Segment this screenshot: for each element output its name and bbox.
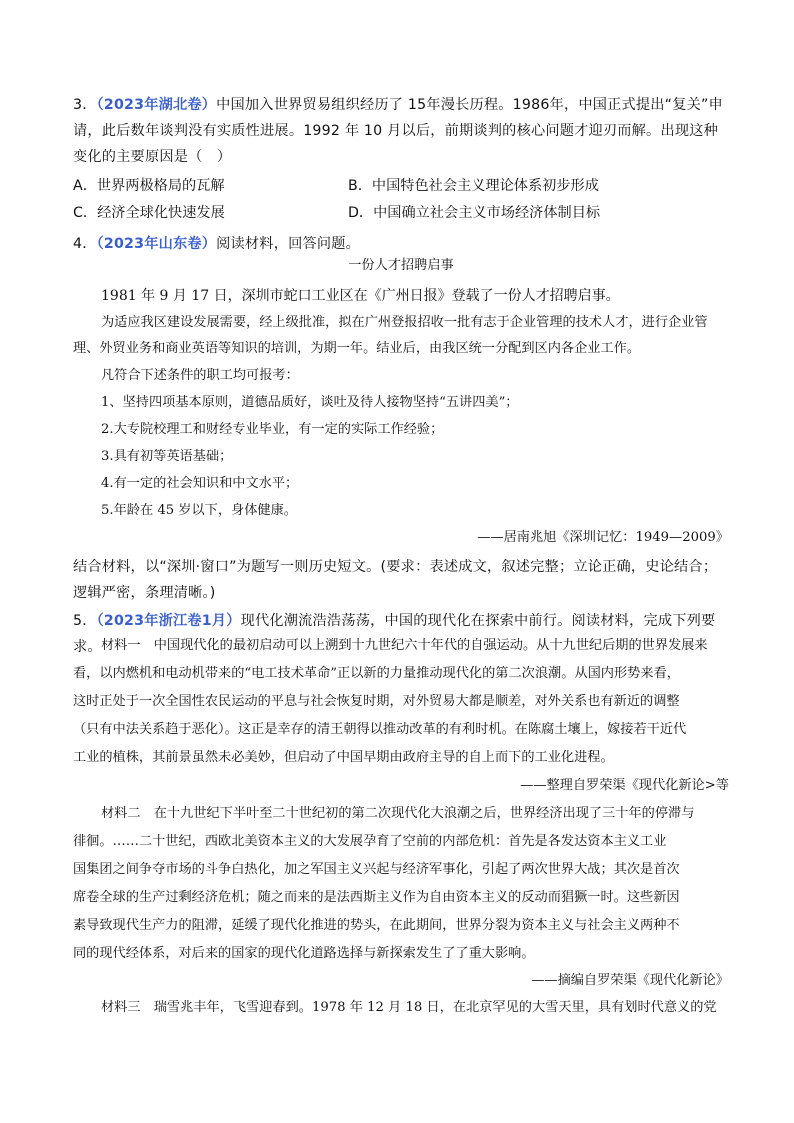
material-1-line: 这时正处于一次全国性农民运动的平息与社会恢复时期，对外贸易大都是顺差，对外关系也有新近的调整 <box>73 694 680 709</box>
question-4 <box>73 231 729 257</box>
material-2-line: 徘徊。……二十世纪，西欧北美资本主义的大发展孕育了空前的内部危机：首先是各发达资本主义工业 <box>73 834 667 849</box>
material-3-line: 材料三 瑞雪兆丰年，飞雪迎春到。1978 年 12 月 18 日，在北京罕见的大雪天里，具有划时代意义的党 <box>101 1000 717 1015</box>
question-3 <box>73 92 729 170</box>
material-line: 1981 年 9 月 17 日，深圳市蛇口工业区在《广州日报》登载了一份人才招聘启事。 <box>101 288 620 304</box>
material-line: 1、坚持四项基本原则，道德品质好，谈吐及待人接物坚持“五讲四美”； <box>101 395 519 410</box>
material-2-source: ——摘编自罗荣渠《现代化新论》 <box>531 973 729 988</box>
option-a: A．世界两极格局的瓦解 <box>73 178 225 194</box>
question-text: 现代化潮流浩浩荡荡，中国的现代化在探索中前行。阅读材料，完成下列要求。 <box>73 613 716 655</box>
question-4-task: 结合材料，以“深圳·窗口”为题写一则历史短文。(要求：表述成文，叙述完整；立论正确，史论结合；逻辑严密，条理清晰。) <box>73 559 718 601</box>
material-2-line: 材料二 在十九世纪下半叶至二十世纪初的第二次现代化大浪潮之后，世界经济出现了三十年的停滞与 <box>101 806 695 821</box>
option-c: C．经济全球化快速发展 <box>73 205 225 221</box>
material-line: 理、外贸业务和商业英语等知识的培训，为期一年。结业后，由我区统一分配到区内各企业工作。 <box>73 341 641 356</box>
material-line: 2.大专院校理工和财经专业毕业，有一定的实际工作经验； <box>101 422 444 437</box>
ad-title: 一份人才招聘启事 <box>348 258 454 273</box>
source-tag: （2023年山东卷） <box>96 236 217 252</box>
material-line: 3.具有初等英语基础； <box>101 449 233 464</box>
material-line: 4.有一定的社会知识和中文水平； <box>101 476 299 491</box>
material-line: 凡符合下述条件的职工均可报考： <box>101 368 299 383</box>
option-d: D．中国确立社会主义市场经济体制目标 <box>348 205 601 221</box>
material-line: 为适应我区建设发展需要，经上级批准，拟在广州登报招收一批有志于企业管理的技术人才，进行企业管 <box>101 315 708 330</box>
material-line: 5.年龄在 45 岁以下，身体健康。 <box>101 503 297 518</box>
material-1-line: 看，以内燃机和电动机带来的“电工技术革命”正以新的力量推动现代化的第二次浪潮。从国内形势来看， <box>73 666 680 681</box>
option-b: B．中国特色社会主义理论体系初步形成 <box>348 178 599 194</box>
material-2-line: 国集团之间争夺市场的斗争白热化，加之军国主义兴起与经济军事化，引起了两次世界大战；其次是首次 <box>73 862 680 877</box>
material-1-line: 材料一 中国现代化的最初启动可以上溯到十九世纪六十年代的自强运动。从十九世纪后期的世界发展来 <box>101 638 708 653</box>
material-source: ——居南兆旭《深圳记忆：1949—2009》 <box>477 530 729 545</box>
question-number: 3． <box>73 97 97 113</box>
material-1-line: （只有中法关系趋于恶化）。这正是幸存的清王朝得以推动改革的有利时机。在陈腐土壤上，嫁接若干近代 <box>73 722 687 737</box>
source-tag: （2023年湖北卷） <box>96 97 217 113</box>
material-2-line: 同的现代经体系，对后来的国家的现代化道路选择与新探索发生了了重大影响。 <box>73 946 535 961</box>
material-2-line: 席卷全球的生产过剩经济危机；随之而来的是法西斯主义作为自由资本主义的反动而猖獗一时。这些新因 <box>73 890 680 905</box>
material-1-source: ——整理自罗荣渠《现代化新论>等 <box>520 778 729 793</box>
question-number: 5． <box>73 613 97 629</box>
question-text: 阅读材料，回答问题。 <box>216 236 361 252</box>
question-number: 4． <box>73 236 97 252</box>
material-1-line: 工业的植株，其前景虽然未必美妙，但启动了中国早期由政府主导的自上而下的工业化进程。 <box>73 750 614 765</box>
source-tag: （2023年浙江卷1月） <box>96 613 241 629</box>
material-2-line: 素导致现代生产力的阻滞，延缓了现代化推进的势头，在此期间，世界分裂为资本主义与社会主义两种不 <box>73 918 680 933</box>
question-text: 中国加入世界贸易组织经历了 15年漫长历程。1986年，中国正式提出“复关”申请，此后数年谈判没有实质性进展。1992 年 10 月以后，前期谈判的核心问题才迎刃而解。出现这种变化的主要原因是（ ） <box>73 97 723 165</box>
